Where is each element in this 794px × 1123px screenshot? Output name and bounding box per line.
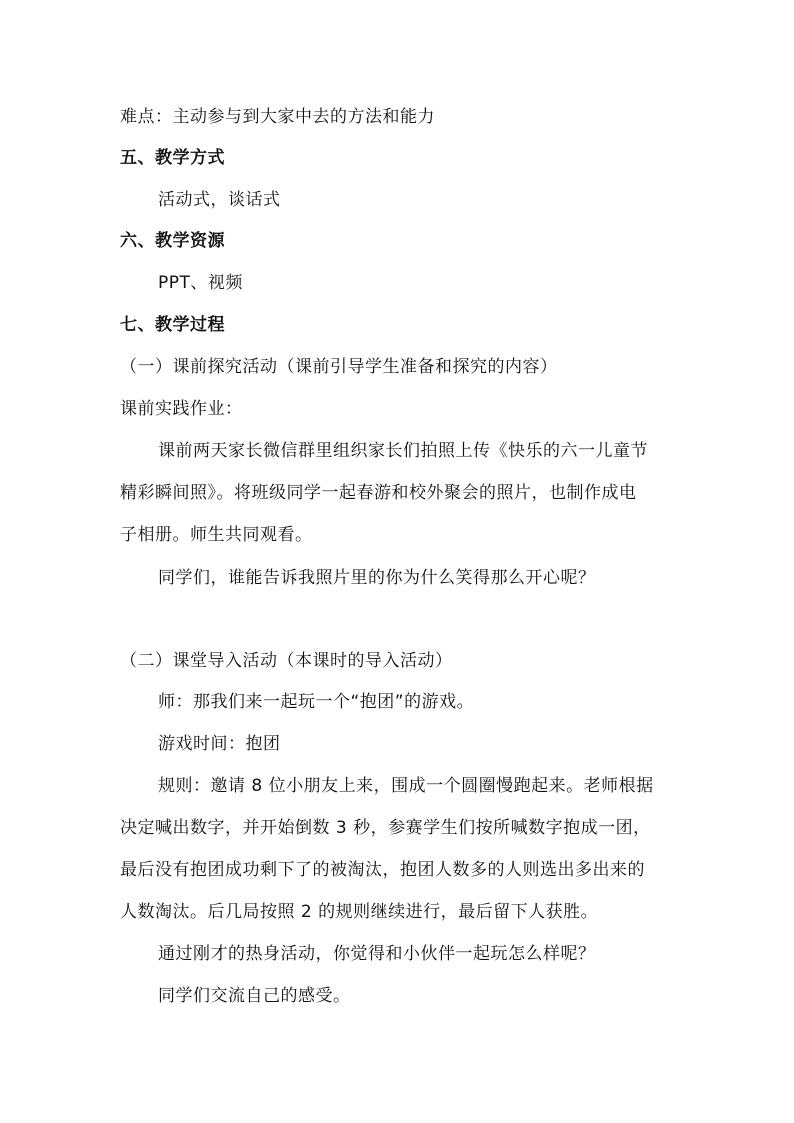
paragraph-line: 规则：邀请 8 位小朋友上来，围成一个圆圈慢跑起来。老师根据	[158, 776, 654, 796]
paragraph-line: 决定喊出数字，并开始倒数 3 秒，参赛学生们按所喊数字抱成一团，	[120, 818, 651, 838]
pre-class-homework-label: 课前实践作业：	[120, 399, 243, 419]
paragraph-line: 游戏时间：抱团	[158, 734, 281, 754]
paragraph-line: 同学们，谁能告诉我照片里的你为什么笑得那么开心呢？	[158, 568, 596, 588]
paragraph-line: 精彩瞬间照》。将班级同学一起春游和校外聚会的照片，也制作成电	[120, 483, 637, 503]
paragraph-line: 人数淘汰。后几局按照 2 的规则继续进行，最后留下人获胜。	[120, 902, 599, 922]
paragraph-line: 最后没有抱团成功剩下了的被淘汰，抱团人数多的人则选出多出来的	[120, 860, 645, 880]
paragraph-line: 子相册。师生共同观看。	[120, 525, 313, 545]
subsection-pre-class-activity: （一）课前探究活动（课前引导学生准备和探究的内容）	[120, 357, 558, 377]
paragraph-line: 同学们交流自己的感受。	[158, 986, 351, 1006]
teaching-method-text: 活动式，谈话式	[158, 190, 281, 210]
paragraph-line: 师：那我们来一起玩一个“抱团”的游戏。	[158, 692, 475, 712]
paragraph-line: 通过刚才的热身活动，你觉得和小伙伴一起玩怎么样呢？	[158, 944, 596, 964]
section-heading-teaching-method: 五、教学方式	[120, 148, 225, 168]
section-heading-teaching-resources: 六、教学资源	[120, 231, 225, 251]
teaching-resources-text: PPT、视频	[158, 273, 243, 293]
section-heading-teaching-process: 七、教学过程	[120, 315, 225, 335]
paragraph-line: 课前两天家长微信群里组织家长们拍照上传《快乐的六一儿童节	[158, 441, 648, 461]
difficulty-line: 难点：主动参与到大家中去的方法和能力	[120, 107, 435, 127]
subsection-class-introduction: （二）课堂导入活动（本课时的导入活动）	[120, 651, 453, 671]
